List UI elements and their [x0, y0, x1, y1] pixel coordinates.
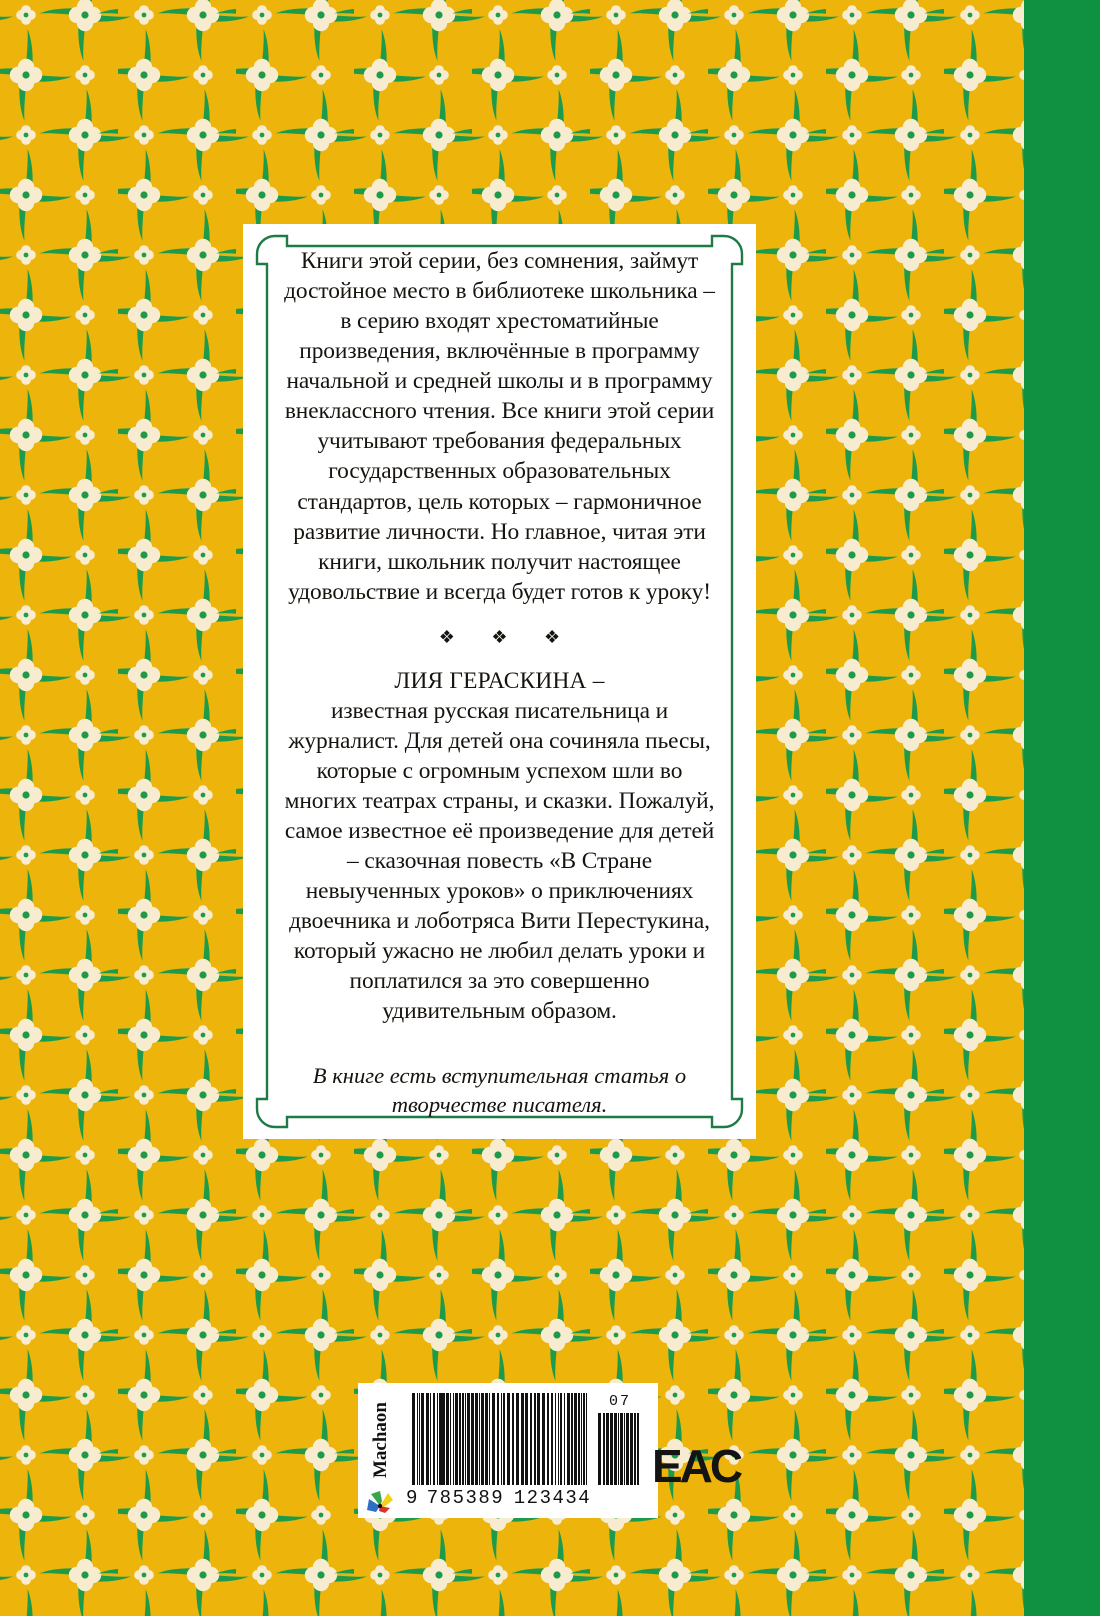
diamond-divider: ❖ ❖ ❖ — [438, 626, 577, 647]
barcode-digits — [406, 1487, 596, 1509]
author-bio: известная русская писательница и журналист. Для детей она сочиняла пьесы, которые с огромным успехом шли во многих театрах страны, и сказки. Пожалуй, самое известное её произведение для детей – сказочная повесть «В Стране невыученных уроков» о приключениях двоечника и лоботряса Вити Перестукина, который ужасно не любил делать уроки и поплатился за это совершенно удивительным образом. — [284, 697, 715, 1025]
publisher-logo — [358, 1383, 404, 1518]
spine-band — [1024, 0, 1100, 1616]
isbn-group-right: 123434 — [513, 1487, 592, 1509]
isbn-group-left: 785389 — [426, 1487, 505, 1509]
blurb-card — [243, 224, 756, 1139]
blurb-text-block — [279, 246, 720, 1119]
barcode-addon-bars — [598, 1413, 642, 1485]
publisher-wordmark: Machaon — [370, 1402, 391, 1478]
barcode-bars — [412, 1393, 588, 1485]
author-name: ЛИЯ ГЕРАСКИНА – — [394, 667, 605, 694]
barcode-block — [358, 1383, 658, 1518]
barcode — [406, 1393, 652, 1513]
series-paragraph: Книги этой серии, без сомнения, займут достойное место в библиотеке школьника – в серию входят хрестоматийные произведения, включённые в программу начальной и средней школы и в программу внеклассного чтения. Все книги этой серии учитывают требования федеральных государственных образовательных стандартов, цель которых – гармоничное развитие личности. Но главное, читая эти книги, школьник получит настоящее удовольствие и всегда будет готов к уроку! — [284, 248, 715, 605]
barcode-addon-digits: 07 — [608, 1393, 631, 1410]
isbn-lead-digit: 9 — [406, 1487, 419, 1509]
machaon-butterfly-icon — [366, 1488, 394, 1514]
intro-article-note: В книге есть вступительная статья о творчестве писателя. — [312, 1062, 687, 1117]
eac-conformity-mark: EAC — [652, 1440, 741, 1492]
